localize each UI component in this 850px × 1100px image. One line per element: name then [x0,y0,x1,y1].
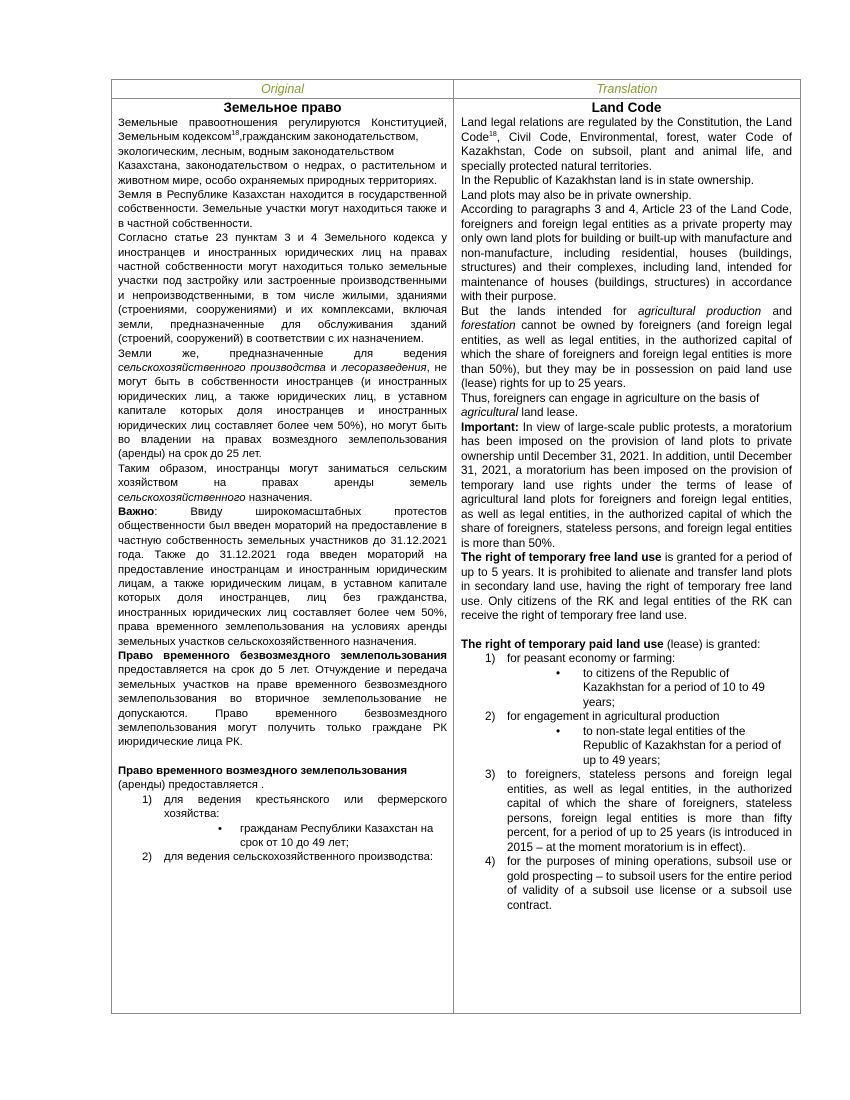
ru-paragraph-4: Земли же, предназначенные для ведения сельскохозяйственного производства и лесоразведения, не могут быть в собственности иностранцев (и иностранных юридических лиц, а также юридических лиц, в уставном капитале которых доля иностранцев и иностранных юридических лиц составляет более чем 50%), но могут быть во владении на правах возмездного землепользования (аренды) на срок до 25 лет. [118,347,447,461]
ru-paragraph-1-end: Казахстана, законодательством о недрах, о растительном и животном мире, особо охраняемых природных территориях. [118,160,447,187]
original-cell [112,99,454,1014]
ru-lease-list [118,793,447,865]
en-paragraph-3: Land plots may also be in private ownership. [461,188,692,202]
en-paragraph-4: According to paragraphs 3 and 4, Article 23 of the Land Code, foreigners and foreign legal entities as a private property may only own land plots for building or built-up with manufacture and non-manufacture, including residential, houses (buildings, structures) and their complexes, including land, intended for maintenance of houses (buildings, structures) in accordance with their purpose. [461,203,792,303]
bilingual-table [111,79,801,1014]
en-paragraph-8: The right of temporary free land use is granted for a period of up to 5 years. It is prohibited to alienate and transfer land plots in secondary land use, having the right of temporary free land use. Only citizens of the RK and legal entities of the RK can receive the right of temporary free land use. [461,551,792,622]
en-lease-list [461,652,792,913]
en-paragraph-2: In the Republic of Kazakhstan land is in state ownership. [461,174,755,187]
ru-paragraph-1-cont: экологическим, лесным, водным законодательством [118,145,394,158]
ru-paragraph-6: Важно: Ввиду широкомасштабных протестов общественности был введен мораторий на предоставление в частную собственность земельных участников до 31.12.2021 года. Также до 31.12.2021 года введен мораторий на предоставление иностранцам и иностранным юридическим лицам, а также юридическим лицам, в уставном капитале которых доля иностранцев, лиц без гражданства, иностранных юридических лиц составляет более чем 50%, права временного землепользования на условиях аренды земельных участков сельскохозяйственного назначения. [118,505,447,648]
translation-text [454,99,800,913]
content-row [112,99,801,1014]
bullet-icon: • [556,666,561,680]
list-subitem: • to citizens of the Republic of Kazakhstan for a period of 10 to 49 years; [556,666,765,709]
translation-column-header: Translation [454,80,801,99]
original-text [112,99,453,865]
bullet-icon: • [556,724,561,738]
list-item: 1) for peasant economy or farming: • to citizens of the Republic of Kazakhstan for a period of 10 to 49 years; [461,652,792,710]
list-item: 4) for the purposes of mining operations, subsoil use or gold prospecting – to subsoil users for the entire period of validity of a subsoil use license or a subsoil use contract. [485,855,792,912]
translation-cell [454,99,801,1014]
en-paragraph-6: Thus, foreigners can engage in agriculture on the basis of agricultural land lease. [461,391,760,419]
bullet-icon: • [218,822,222,835]
en-paragraph-5: But the lands intended for agricultural production and forestation cannot be owned by foreigners (and foreign legal entities, as well as legal entities, in the authorized capital of which the share of foreigners and foreign legal entities is more than 50%), but they may be in possession on paid land use (lease) rights for up to 25 years. [461,304,793,390]
header-row [112,80,801,99]
ru-paragraph-3: Согласно статье 23 пунктам 3 и 4 Земельного кодекса у иностранцев и иностранных юридических лиц на правах частной собственности могут находиться только земельные участки под застройку или застроенные производственными и непроизводственными, в том числе жилыми, зданиями (строениями, сооружениями) и их комплексами, включая земли, предназначенные для обслуживания зданий (строений, сооружений) в соответствии с их назначением. [118,232,447,346]
original-title: Земельное право [223,100,342,115]
list-item: 3) to foreigners, stateless persons and foreign legal entities, as well as legal entities, in the authorized capital of which the share of foreigners, stateless persons, foreign legal entities is more than fifty percent, for a period of up to 25 years (is introduced in 2015 – at the moment moratorium is in effect). [485,768,792,854]
list-item: 2) для ведения сельскохозяйственного производства: [142,851,434,864]
ru-paragraph-5: Таким образом, иностранцы могут заниматься сельским хозяйством на правах аренды земель сельскохозяйственного назначения. [118,462,447,504]
en-paragraph-1: Land legal relations are regulated by the Constitution, the Land Code$^{18}$, Civil Code, Environmental, forest, water Code of Kazakhstan, Code on subsoil, plant and animal life, and specially protected natural territories. [461,116,792,173]
list-item: 2) for engagement in agricultural production • to non-state legal entities of the Republic of Kazakhstan for a period of up to 49 years; [461,710,792,768]
list-subitem: • гражданам Республики Казахстан на срок от 10 до 49 лет; [218,822,434,849]
ru-paragraph-7: Право временного безвозмездного землепользования предоставляется на срок до 5 лет. Отчуждение и передача земельных участков на праве временного безвозмездного землепользования во вторичное землепользование не допускаются. Право временного безвозмездного землепользования могут получить только граждане РК июридические лица РК. [118,650,447,749]
ru-paragraph-8: Право временного возмездного землепользования (аренды) предоставляется . [118,764,408,792]
en-paragraph-9: The right of temporary paid land use (lease) is granted: [461,637,761,651]
ru-paragraph-2: Земля в Республике Казахстан находится в государственной собственности. Земельные участки могут находиться также и в частной собственности. [118,189,447,230]
list-item: 1) для ведения крестьянского или фермерского хозяйства: • гражданам Республики Казахстан на срок от 10 до 49 лет; [142,793,447,849]
list-subitem: • to non-state legal entities of the Republic of Kazakhstan for a period of up to 49 years; [556,724,782,767]
en-paragraph-7: Important: In view of large-scale public protests, a moratorium has been imposed on the provision of land plots to private ownership until December 31, 2021. In addition, until December 31, 2021, a moratorium has been imposed on the provision of temporary land use rights under the terms of lease of agricultural land plots for foreigners and foreign legal entities, as well as legal entities, in the authorized capital of which the share of foreigners, stateless persons, and foreign legal entities is more than 50%. [461,420,792,550]
translation-title: Land Code [591,100,662,115]
ru-paragraph-1: Земельные правоотношения регулируются Конституцией, Земельным кодексом$^{18}$,гражданским законодательством, [118,117,447,144]
footnote-ref: 18 [231,130,240,138]
original-column-header: Original [112,80,454,99]
footnote-ref: 18 [488,130,497,138]
